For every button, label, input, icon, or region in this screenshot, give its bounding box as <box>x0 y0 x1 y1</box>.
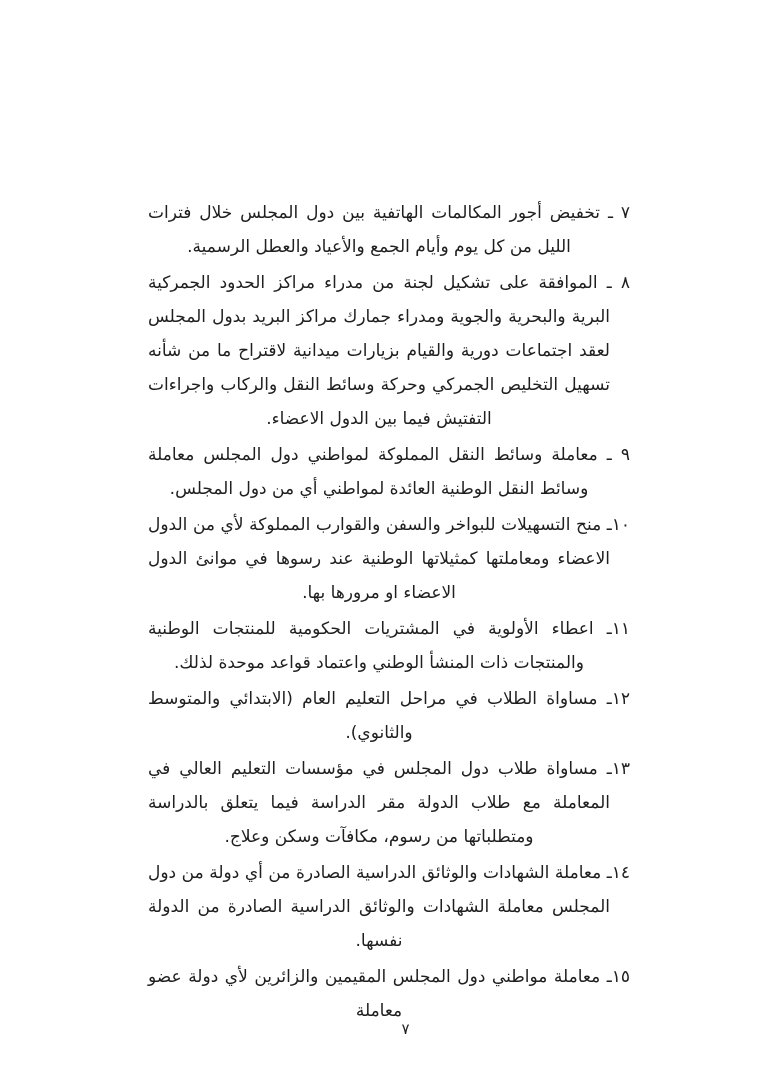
item-text: منح التسهيلات للبواخر والسفن والقوارب المملوكة لأي من الدول الاعضاء ومعاملتها كمثيلاتها الوطنية عند رسوها في موانئ الدول الاعضاء او مرورها بها. <box>148 515 610 603</box>
item-number: ١٤ـ <box>601 863 631 883</box>
list-item <box>148 856 630 958</box>
item-number: ١٠ـ <box>601 515 630 535</box>
item-text: معاملة الشهادات والوثائق الدراسية الصادرة من أي دولة من دول المجلس معاملة الشهادات والوثائق الدراسية الصادرة من الدولة نفسها. <box>148 863 610 951</box>
item-text: مساواة الطلاب في مراحل التعليم العام (الابتدائي والمتوسط والثانوي). <box>148 689 598 743</box>
list-item <box>148 508 630 610</box>
list-item <box>148 612 630 680</box>
item-text: اعطاء الأولوية في المشتريات الحكومية للمنتجات الوطنية والمنتجات ذات المنشأ الوطني واعتماد قواعد موحدة لذلك. <box>148 619 594 673</box>
item-text: معاملة وسائط النقل المملوكة لمواطني دول المجلس معاملة وسائط النقل الوطنية العائدة لمواطني أي من دول المجلس. <box>148 445 598 499</box>
page-number: ٧ <box>401 1020 410 1038</box>
item-number: ١٢ـ <box>597 689 630 709</box>
item-number: ٧ ـ <box>600 203 630 223</box>
item-number: ٨ ـ <box>597 273 630 293</box>
list-item <box>148 682 630 750</box>
item-text: الموافقة على تشكيل لجنة من مدراء مراكز الحدود الجمركية البرية والبحرية والجوية ومدراء جمارك مراكز البريد بدول المجلس لعقد اجتماعات دورية والقيام بزيارات ميدانية لاقتراح ما من شأنه تسهيل التخليص الجمركي وحركة وسائط النقل والركاب واجراءات التفتيش فيما بين الدول الاعضاء. <box>148 273 610 429</box>
list-item <box>148 196 630 264</box>
item-number: ١٣ـ <box>597 759 630 779</box>
item-text: مساواة طلاب دول المجلس في مؤسسات التعليم العالي في المعاملة مع طلاب الدولة مقر الدراسة فيما يتعلق بالدراسة ومتطلباتها من رسوم، مكافآت وسكن وعلاج. <box>148 759 610 847</box>
list-item <box>148 266 630 436</box>
item-text: معاملة مواطني دول المجلس المقيمين والزائرين لأي دولة عضو معاملة <box>148 967 601 1021</box>
list-item <box>148 438 630 506</box>
item-text: تخفيض أجور المكالمات الهاتفية بين دول المجلس خلال فترات الليل من كل يوم وأيام الجمع والأعياد والعطل الرسمية. <box>148 203 601 257</box>
list-item <box>148 752 630 854</box>
resolution-list <box>148 196 630 1030</box>
item-number: ١٥ـ <box>600 967 630 987</box>
item-number: ١١ـ <box>593 619 630 639</box>
item-number: ٩ ـ <box>597 445 630 465</box>
